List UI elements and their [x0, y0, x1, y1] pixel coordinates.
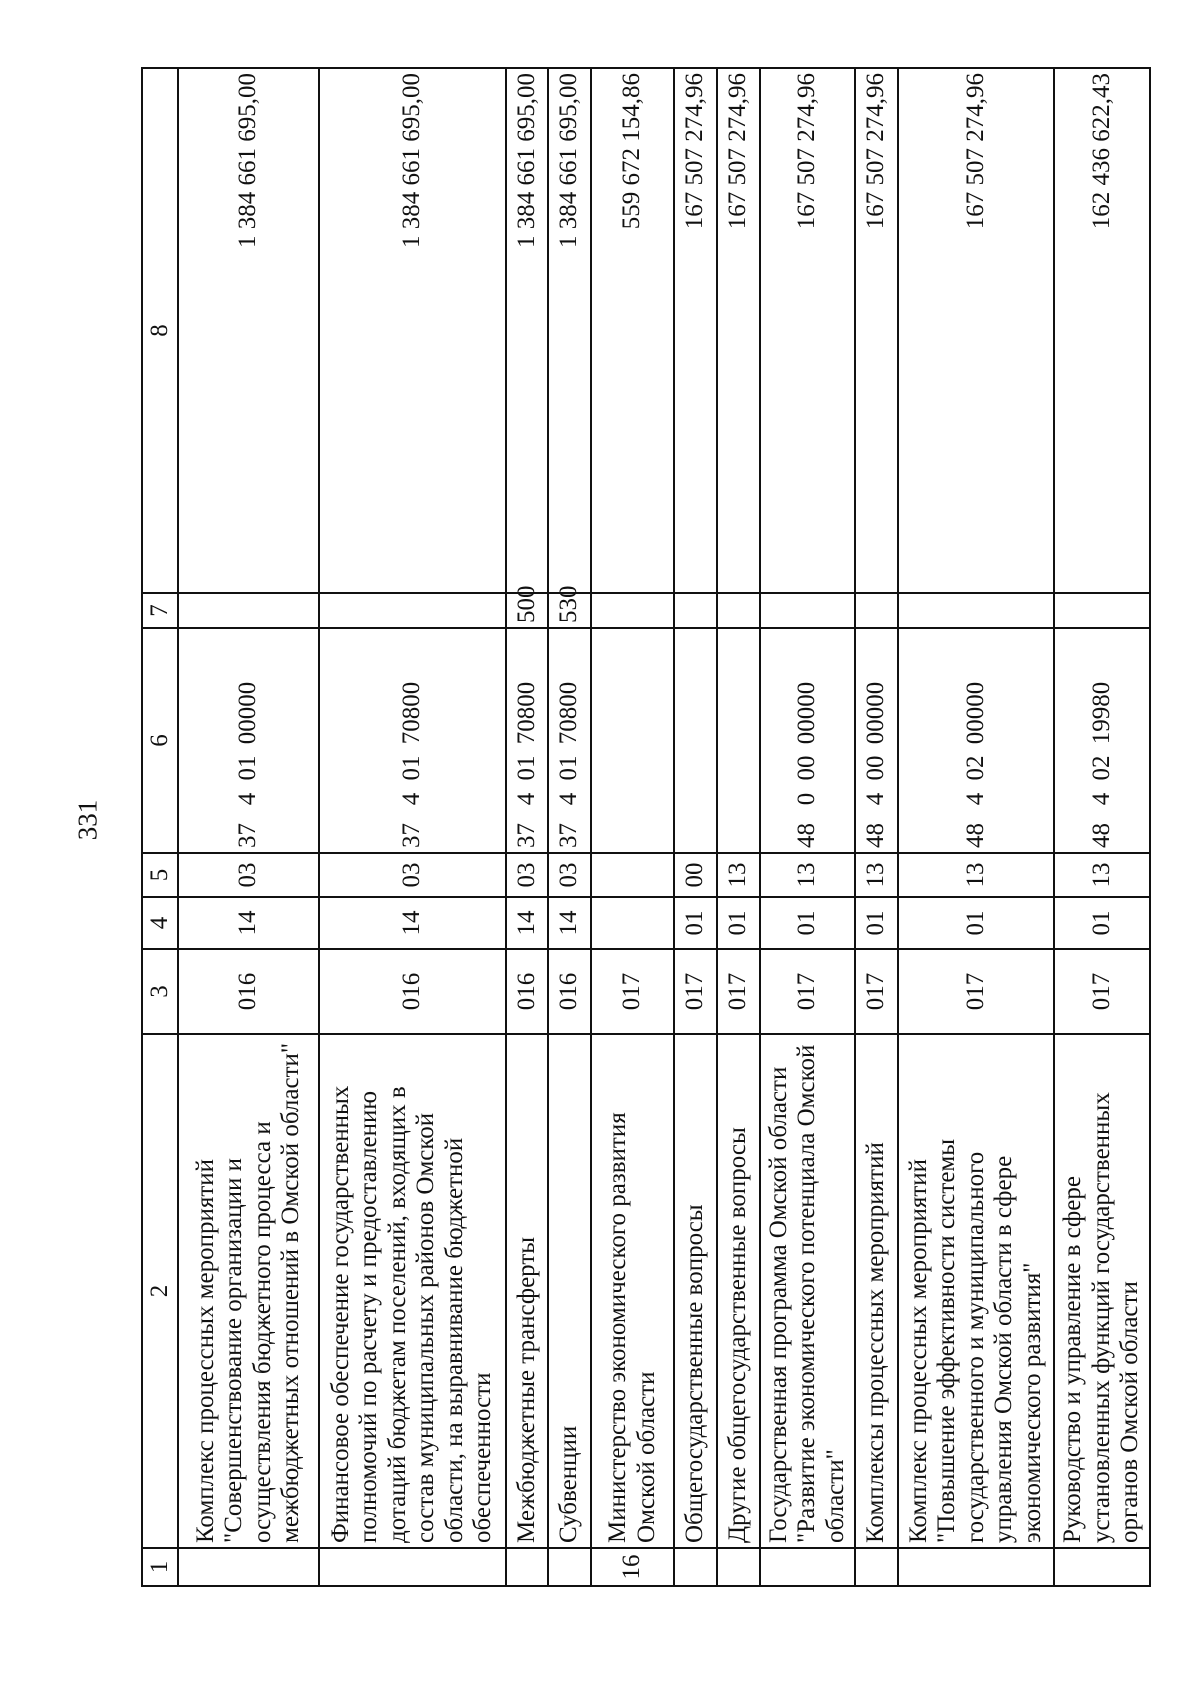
target-article-cell	[506, 628, 549, 853]
target-article-parts	[793, 633, 822, 848]
table-row	[1054, 68, 1150, 1586]
target-article-part-2: 0	[793, 792, 820, 806]
row-number-cell	[717, 1548, 760, 1586]
header-cell-2: 2	[142, 1034, 178, 1548]
section-code-cell: 01	[898, 897, 1054, 949]
header-cell-7: 7	[142, 593, 178, 628]
section-code-cell: 14	[178, 897, 319, 949]
amount-cell: 1 384 661 695,00	[506, 68, 549, 593]
target-article-parts	[555, 633, 584, 848]
grbs-code-cell: 017	[855, 949, 898, 1034]
row-name-cell: Субвенции	[548, 1034, 591, 1548]
amount-cell: 1 384 661 695,00	[178, 68, 319, 593]
subsection-code-cell: 13	[855, 853, 898, 897]
row-name-cell: Межбюджетные трансферты	[506, 1034, 549, 1548]
target-article-part-2: 4	[1087, 792, 1115, 806]
table-row	[506, 68, 549, 1586]
amount-cell: 1 384 661 695,00	[319, 68, 506, 593]
subsection-code-cell: 13	[1054, 853, 1150, 897]
budget-table	[141, 67, 1151, 1587]
amount-cell: 1 384 661 695,00	[548, 68, 591, 593]
target-article-cell	[855, 628, 898, 853]
grbs-code-cell: 016	[319, 949, 506, 1034]
table-row	[178, 68, 319, 1586]
section-code-cell: 14	[548, 897, 591, 949]
target-article-part-1: 48	[961, 823, 989, 848]
section-code-cell: 01	[760, 897, 855, 949]
expense-type-cell	[1054, 593, 1150, 628]
row-name-cell: Комплекс процессных мероприятий "Совершенствование организации и осуществления бюджетного процесса и межбюджетных отношений в Омской области"	[178, 1034, 319, 1548]
row-number-cell	[506, 1548, 549, 1586]
table-row	[319, 68, 506, 1586]
row-number-cell: 16	[591, 1548, 674, 1586]
target-article-cell	[898, 628, 1054, 853]
target-article-parts	[1088, 633, 1117, 848]
target-article-part-2: 4	[862, 792, 890, 806]
target-article-cell	[760, 628, 855, 853]
target-article-part-3: 02	[961, 755, 989, 781]
header-cell-6: 6	[142, 628, 178, 853]
table-row	[674, 68, 717, 1586]
grbs-code-cell: 016	[506, 949, 549, 1034]
amount-cell: 559 672 154,86	[591, 68, 674, 593]
expense-type-cell: 530	[548, 593, 591, 628]
subsection-code-cell: 13	[898, 853, 1054, 897]
expense-type-cell	[674, 593, 717, 628]
expense-type-cell	[178, 593, 319, 628]
target-article-cell	[591, 628, 674, 853]
section-code-cell	[591, 897, 674, 949]
target-article-cell	[548, 628, 591, 853]
section-code-cell: 01	[1054, 897, 1150, 949]
target-article-part-1: 48	[1087, 823, 1115, 848]
table-row	[898, 68, 1054, 1586]
grbs-code-cell: 017	[717, 949, 760, 1034]
header-row	[142, 68, 178, 1586]
section-code-cell: 14	[319, 897, 506, 949]
table-row	[717, 68, 760, 1586]
section-code-cell: 01	[717, 897, 760, 949]
target-article-parts	[862, 633, 891, 848]
expense-type-cell	[898, 593, 1054, 628]
target-article-part-3: 01	[555, 755, 583, 781]
target-article-part-2: 4	[398, 792, 426, 806]
target-article-cell	[178, 628, 319, 853]
subsection-code-cell: 13	[717, 853, 760, 897]
subsection-code-cell: 13	[760, 853, 855, 897]
row-name-cell: Комплексы процессных мероприятий	[855, 1034, 898, 1548]
target-article-part-4: 70800	[398, 681, 426, 745]
target-article-part-3: 00	[793, 755, 820, 781]
header-cell-8: 8	[142, 68, 178, 593]
grbs-code-cell: 017	[674, 949, 717, 1034]
target-article-part-1: 48	[793, 823, 820, 848]
expense-type-cell	[591, 593, 674, 628]
row-number-cell	[178, 1548, 319, 1586]
row-name-cell: Комплекс процессных мероприятий "Повышение эффективности системы государственного и муниципального управления Омской области в сфере экономического развития"	[898, 1034, 1054, 1548]
header-cell-1: 1	[142, 1548, 178, 1586]
amount-cell: 167 507 274,96	[760, 68, 855, 593]
target-article-part-2: 4	[234, 792, 262, 806]
target-article-part-1: 37	[398, 823, 426, 848]
section-code-cell: 01	[855, 897, 898, 949]
grbs-code-cell: 016	[548, 949, 591, 1034]
section-code-cell: 01	[674, 897, 717, 949]
target-article-part-1: 48	[862, 823, 890, 848]
expense-type-cell	[717, 593, 760, 628]
amount-cell: 167 507 274,96	[717, 68, 760, 593]
expense-type-cell	[855, 593, 898, 628]
target-article-part-4: 00000	[234, 681, 262, 745]
table-body	[142, 68, 1150, 1586]
target-article-part-4: 00000	[862, 681, 890, 745]
grbs-code-cell: 017	[898, 949, 1054, 1034]
table-row	[760, 68, 855, 1586]
rotated-table-container	[141, 69, 1151, 1587]
target-article-part-3: 01	[234, 755, 262, 781]
subsection-code-cell: 03	[178, 853, 319, 897]
header-cell-4: 4	[142, 897, 178, 949]
target-article-part-3: 02	[1087, 755, 1115, 781]
target-article-part-2: 4	[555, 792, 583, 806]
row-number-cell	[855, 1548, 898, 1586]
subsection-code-cell: 03	[506, 853, 549, 897]
target-article-part-1: 37	[555, 823, 583, 848]
row-number-cell	[319, 1548, 506, 1586]
grbs-code-cell: 017	[591, 949, 674, 1034]
target-article-parts	[513, 633, 542, 848]
target-article-part-1: 37	[512, 823, 540, 848]
row-number-cell	[1054, 1548, 1150, 1586]
amount-cell: 167 507 274,96	[855, 68, 898, 593]
row-number-cell	[760, 1548, 855, 1586]
expense-type-cell	[319, 593, 506, 628]
target-article-part-4: 00000	[961, 681, 989, 745]
page-number: 331	[72, 799, 103, 841]
row-name-cell: Министерство экономического развития Омской области	[591, 1034, 674, 1548]
table-row	[591, 68, 674, 1586]
grbs-code-cell: 017	[760, 949, 855, 1034]
target-article-part-3: 00	[862, 755, 890, 781]
table-row	[548, 68, 591, 1586]
expense-type-cell	[760, 593, 855, 628]
header-cell-5: 5	[142, 853, 178, 897]
subsection-code-cell: 00	[674, 853, 717, 897]
row-number-cell	[674, 1548, 717, 1586]
row-name-cell: Общегосударственные вопросы	[674, 1034, 717, 1548]
row-number-cell	[548, 1548, 591, 1586]
row-name-cell: Другие общегосударственные вопросы	[717, 1034, 760, 1548]
target-article-parts	[962, 633, 991, 848]
target-article-part-4: 00000	[793, 681, 820, 745]
amount-cell: 167 507 274,96	[898, 68, 1054, 593]
target-article-parts	[234, 633, 263, 848]
expense-type-cell: 500	[506, 593, 549, 628]
row-number-cell	[898, 1548, 1054, 1586]
subsection-code-cell: 03	[548, 853, 591, 897]
target-article-part-3: 01	[512, 755, 540, 781]
target-article-part-3: 01	[398, 755, 426, 781]
amount-cell: 162 436 622,43	[1054, 68, 1150, 593]
amount-cell: 167 507 274,96	[674, 68, 717, 593]
header-cell-3: 3	[142, 949, 178, 1034]
subsection-code-cell	[591, 853, 674, 897]
target-article-cell	[319, 628, 506, 853]
target-article-part-4: 70800	[512, 681, 540, 745]
row-name-cell: Финансовое обеспечение государственных полномочий по расчету и предоставлению дотаций бюджетам поселений, входящих в состав муниципальных районов Омской области, на выравнивание бюджетной обеспеченности	[319, 1034, 506, 1548]
target-article-part-1: 37	[234, 823, 262, 848]
subsection-code-cell: 03	[319, 853, 506, 897]
grbs-code-cell: 017	[1054, 949, 1150, 1034]
target-article-cell	[717, 628, 760, 853]
row-name-cell: Государственная программа Омской области "Развитие экономического потенциала Омской области"	[760, 1034, 855, 1548]
target-article-cell	[674, 628, 717, 853]
target-article-part-4: 70800	[555, 681, 583, 745]
target-article-part-4: 19980	[1087, 681, 1115, 745]
grbs-code-cell: 016	[178, 949, 319, 1034]
target-article-part-2: 4	[961, 792, 989, 806]
table-row	[855, 68, 898, 1586]
target-article-cell	[1054, 628, 1150, 853]
target-article-parts	[398, 633, 427, 848]
section-code-cell: 14	[506, 897, 549, 949]
row-name-cell: Руководство и управление в сфере установленных функций государственных органов Омской области	[1054, 1034, 1150, 1548]
target-article-part-2: 4	[512, 792, 540, 806]
